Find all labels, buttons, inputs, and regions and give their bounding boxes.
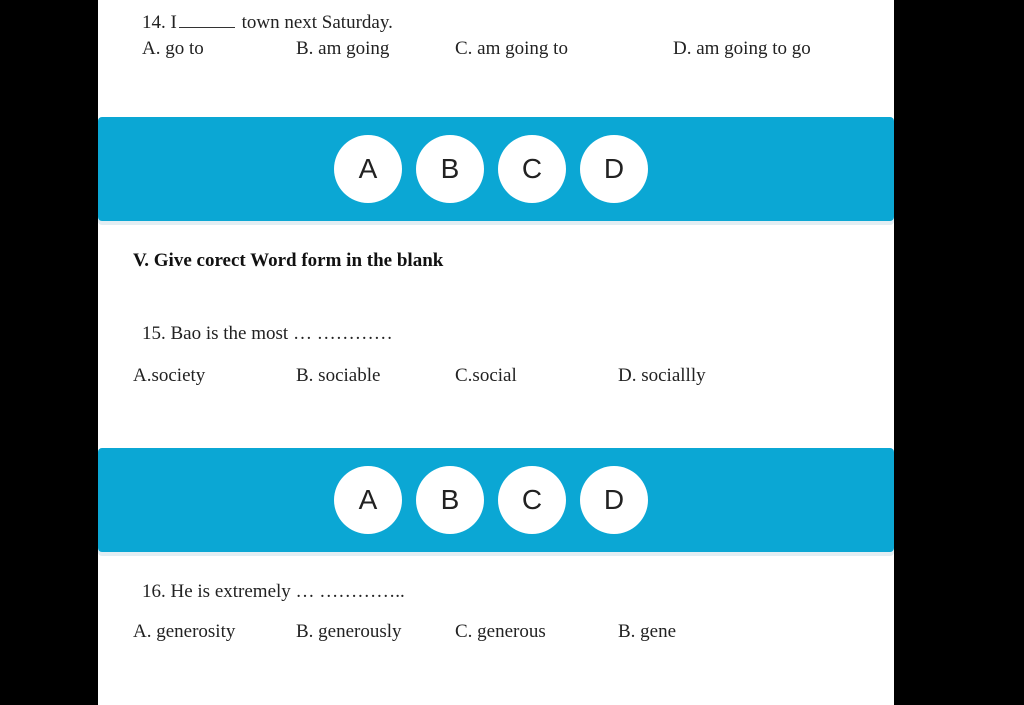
answer-button-a[interactable]: A [334,135,402,203]
question-14-option-d: D. am going to go [673,38,811,59]
answer-button-b[interactable]: B [416,466,484,534]
answer-button-c[interactable]: C [498,466,566,534]
answer-button-a[interactable]: A [334,466,402,534]
question-14-prefix: 14. I [142,12,177,33]
answer-bar-q14 [98,117,894,221]
question-14-option-a: A. go to [142,38,204,59]
question-16-option-a: A. generosity [133,621,236,642]
question-14-option-c: C. am going to [455,38,568,59]
section-title: V. Give corect Word form in the blank [133,250,444,271]
question-15-option-b: B. sociable [296,365,381,386]
question-16: 16. He is extremely … ………….. [142,581,405,602]
question-16-option-b: B. generously [296,621,402,642]
answer-button-d[interactable]: D [580,466,648,534]
question-14-blank [179,13,235,28]
question-15-option-c: C.social [455,365,517,386]
question-14-option-b: B. am going [296,38,390,59]
answer-button-d[interactable]: D [580,135,648,203]
answer-button-b[interactable]: B [416,135,484,203]
question-14-suffix: town next Saturday. [241,12,393,33]
question-16-option-d: B. gene [618,621,677,642]
answer-bar-q15 [98,448,894,552]
answer-button-c[interactable]: C [498,135,566,203]
question-15: 15. Bao is the most … ………… [142,323,393,344]
question-14 [142,12,393,34]
worksheet-page [98,0,894,705]
question-15-option-d: D. sociallly [618,365,706,386]
question-15-option-a: A.society [133,365,206,386]
question-16-option-c: C. generous [455,621,546,642]
